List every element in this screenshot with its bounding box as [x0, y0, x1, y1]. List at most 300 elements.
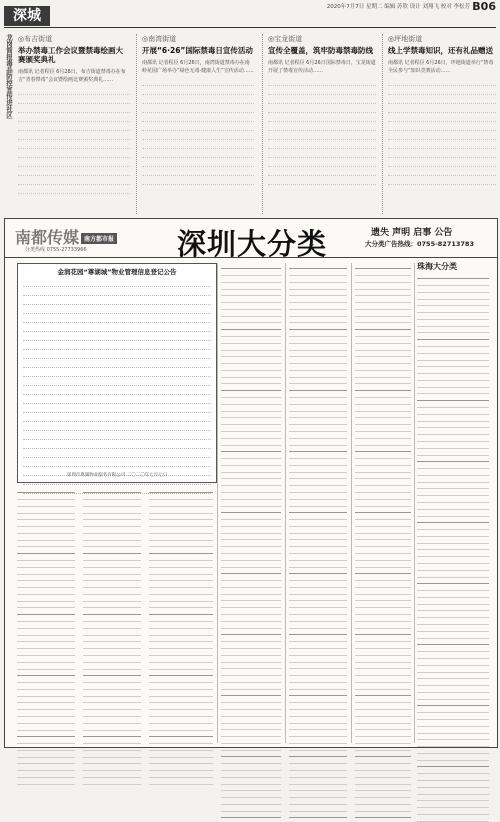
ad-text-line — [221, 806, 281, 812]
ad-text-line — [149, 596, 213, 602]
ad-text-line — [17, 697, 75, 703]
ad-text-line — [289, 521, 347, 527]
ad-text-line — [221, 304, 281, 310]
section-tag: 深城 — [4, 6, 50, 26]
ad-text-line — [417, 754, 489, 760]
ad-text-line — [417, 422, 489, 428]
ad-text-line — [289, 663, 347, 669]
ad-text-line — [355, 799, 411, 805]
ad-text-line — [83, 596, 141, 602]
ad-text-line — [417, 524, 489, 530]
ad-text-line — [417, 673, 489, 679]
ad-text-line — [417, 592, 489, 598]
ad-text-line — [289, 412, 347, 418]
ad-text-line — [289, 575, 347, 581]
ad-text-line — [221, 555, 281, 561]
ad-text-line — [355, 589, 411, 595]
ad-text-line — [417, 490, 489, 496]
ad-text-line — [417, 693, 489, 699]
ad-text-line — [289, 460, 347, 466]
logo-badge: 南方都市报 — [81, 233, 117, 244]
ad-text-line — [417, 470, 489, 476]
news-district: ◎坪地街道 — [388, 35, 423, 43]
ad-text-line — [417, 551, 489, 557]
ad-text-line — [149, 738, 213, 744]
ad-text-line — [17, 677, 75, 683]
ad-text-line — [221, 283, 281, 289]
ad-text-line — [355, 616, 411, 622]
ad-text-line — [149, 704, 213, 710]
ad-text-line — [417, 687, 489, 693]
ad-text-line — [289, 616, 347, 622]
ad-text-line — [17, 487, 75, 493]
ad-text-line — [221, 372, 281, 378]
ad-text-line — [17, 738, 75, 744]
ad-text-line — [149, 657, 213, 663]
ad-text-line — [355, 595, 411, 601]
ad-text-line — [221, 561, 281, 567]
ad-text-line — [83, 501, 141, 507]
ad-text-line — [355, 324, 411, 330]
ad-text-line — [355, 453, 411, 459]
news-item-buji — [18, 34, 130, 214]
ad-text-line — [355, 731, 411, 737]
ad-text-line — [417, 341, 489, 347]
ad-text-line — [17, 663, 75, 669]
ad-text-line — [17, 718, 75, 724]
ad-text-line — [83, 629, 141, 635]
ad-text-line — [289, 304, 347, 310]
ad-text-line — [417, 456, 489, 462]
ad-text-line — [221, 663, 281, 669]
column-rule — [217, 263, 218, 743]
ad-text-line — [83, 514, 141, 520]
ad-text-line — [149, 765, 213, 771]
ad-text-line — [221, 812, 281, 818]
ad-text-line — [355, 378, 411, 384]
side-banner: 龙岗简报毒品防控宣传进社区 — [5, 34, 13, 119]
ad-text-line — [289, 765, 347, 771]
ad-text-line — [17, 602, 75, 608]
ad-text-line — [355, 372, 411, 378]
ad-text-line — [17, 731, 75, 737]
ad-text-line — [289, 494, 347, 500]
ad-text-line — [17, 589, 75, 595]
ad-text-line — [221, 378, 281, 384]
ad-text-line — [417, 707, 489, 713]
ad-text-line — [289, 453, 347, 459]
ad-text-line — [221, 799, 281, 805]
ad-text-line — [221, 717, 281, 723]
ad-text-line — [149, 541, 213, 547]
ad-text-line — [289, 433, 347, 439]
ad-text-line — [149, 758, 213, 764]
ad-text-line — [289, 711, 347, 717]
ad-text-line — [221, 460, 281, 466]
ad-text-line — [289, 697, 347, 703]
ad-text-line — [289, 372, 347, 378]
ad-text-line — [289, 656, 347, 662]
ad-text-line — [355, 711, 411, 717]
ad-text-line — [17, 528, 75, 534]
ad-text-line — [289, 317, 347, 323]
ad-text-line — [289, 806, 347, 812]
ad-text-line — [289, 629, 347, 635]
ad-text-line — [221, 351, 281, 357]
ad-text-line — [83, 711, 141, 717]
zhuhai-classified-heading: 珠海大分类 — [417, 262, 457, 271]
ad-text-line — [83, 663, 141, 669]
ad-text-line — [417, 300, 489, 306]
ad-text-line — [355, 412, 411, 418]
ad-text-line — [221, 582, 281, 588]
ad-text-line — [355, 405, 411, 411]
ad-text-line — [289, 738, 347, 744]
ad-text-line — [17, 616, 75, 622]
ad-text-line — [289, 555, 347, 561]
ad-text-line — [417, 429, 489, 435]
ad-text-line — [417, 476, 489, 482]
ad-text-line — [355, 636, 411, 642]
ad-text-line — [289, 636, 347, 642]
ad-text-line — [289, 507, 347, 513]
ad-text-line — [289, 643, 347, 649]
ad-text-line — [355, 439, 411, 445]
news-item-baolong — [268, 34, 376, 214]
ad-text-line — [149, 650, 213, 656]
ad-text-line — [17, 541, 75, 547]
ad-text-line — [289, 480, 347, 486]
ad-text-line — [355, 487, 411, 493]
column-divider — [382, 34, 383, 214]
ad-column — [83, 487, 141, 743]
ad-text-line — [149, 589, 213, 595]
ad-text-line — [417, 734, 489, 740]
ad-text-line — [417, 415, 489, 421]
ad-text-line — [355, 609, 411, 615]
news-headline: 线上学禁毒知识，还有礼品赠送 — [388, 46, 493, 55]
ad-text-line — [149, 521, 213, 527]
ad-text-line — [17, 555, 75, 561]
ad-text-line — [289, 568, 347, 574]
ad-text-line — [355, 792, 411, 798]
ad-text-line — [221, 419, 281, 425]
ad-text-line — [221, 324, 281, 330]
ad-text-line — [417, 571, 489, 577]
ad-text-line — [289, 439, 347, 445]
ad-text-line — [355, 514, 411, 520]
ad-text-line — [221, 392, 281, 398]
ad-text-line — [417, 395, 489, 401]
ad-text-line — [221, 792, 281, 798]
ad-text-line — [289, 270, 347, 276]
ad-text-line — [417, 388, 489, 394]
ad-text-line — [149, 724, 213, 730]
ad-text-line — [355, 399, 411, 405]
ad-text-line — [417, 320, 489, 326]
ad-text-line — [221, 697, 281, 703]
ad-text-line — [17, 650, 75, 656]
ad-text-line — [17, 690, 75, 696]
ad-text-line — [221, 270, 281, 276]
ad-text-line — [417, 510, 489, 516]
ad-text-line — [417, 273, 489, 279]
ad-text-line — [221, 466, 281, 472]
ad-text-line — [221, 358, 281, 364]
ad-text-line — [17, 704, 75, 710]
ad-text-line — [355, 602, 411, 608]
ad-text-line — [417, 714, 489, 720]
ad-text-line — [289, 772, 347, 778]
ad-text-line — [355, 500, 411, 506]
ad-text-line — [149, 670, 213, 676]
ad-text-line — [83, 562, 141, 568]
ad-text-line — [149, 528, 213, 534]
ad-text-line — [149, 718, 213, 724]
ad-text-line — [17, 751, 75, 757]
ad-text-line — [355, 433, 411, 439]
ad-text-line — [83, 541, 141, 547]
ad-text-line — [221, 622, 281, 628]
ad-text-line — [417, 443, 489, 449]
ad-text-line — [149, 548, 213, 554]
ad-text-line — [289, 290, 347, 296]
ad-text-line — [417, 653, 489, 659]
ad-text-line — [355, 338, 411, 344]
ad-text-line — [289, 622, 347, 628]
ad-text-line — [17, 765, 75, 771]
ad-text-line — [289, 500, 347, 506]
ad-text-line — [17, 629, 75, 635]
ad-text-line — [221, 643, 281, 649]
ad-text-line — [289, 690, 347, 696]
ad-text-line — [417, 293, 489, 299]
ad-text-line — [417, 795, 489, 801]
ad-text-line — [417, 334, 489, 340]
ad-text-line — [221, 575, 281, 581]
ad-text-line — [355, 507, 411, 513]
issue-meta: 2020年7月7日 星期二 编辑 苏欣 设计 刘翔飞 校对 李松芳 — [326, 4, 470, 10]
ad-text-line — [221, 785, 281, 791]
ad-text-line — [17, 507, 75, 513]
ad-text-line — [83, 779, 141, 785]
news-district: ◎布吉街道 — [18, 35, 53, 43]
ad-text-line — [289, 683, 347, 689]
ad-text-line — [149, 779, 213, 785]
ad-text-line — [17, 521, 75, 527]
ad-text-line — [289, 277, 347, 283]
classified-title: 深圳大分类 — [177, 227, 328, 261]
ad-text-line — [149, 636, 213, 642]
ad-text-line — [355, 426, 411, 432]
ad-text-line — [221, 650, 281, 656]
ad-text-line — [221, 704, 281, 710]
ad-text-line — [417, 402, 489, 408]
news-body: 南都讯 记者程臣 6月26日，南湾街道禁毒办在南岭花园广场举办“绿色无毒·健康人生”宣传活动…… — [142, 60, 254, 74]
ad-text-line — [221, 683, 281, 689]
ad-text-line — [83, 718, 141, 724]
news-body-lines — [388, 77, 496, 185]
ad-text-line — [355, 683, 411, 689]
ad-text-line — [355, 263, 411, 269]
ad-text-line — [289, 812, 347, 818]
news-body: 南都讯 记者程臣 6月26日，坪地街道举行“禁毒全民参与”知识竞赛活动…… — [388, 60, 494, 74]
ad-text-line — [221, 405, 281, 411]
ad-text-line — [417, 354, 489, 360]
ad-text-line — [289, 338, 347, 344]
ad-text-line — [289, 399, 347, 405]
ad-text-line — [83, 684, 141, 690]
ad-text-line — [417, 802, 489, 808]
ad-text-line — [83, 731, 141, 737]
ad-text-line — [221, 439, 281, 445]
ad-text-line — [355, 677, 411, 683]
ad-text-line — [221, 365, 281, 371]
news-headline: 举办禁毒工作会议暨禁毒绘画大赛颁奖典礼 — [18, 46, 123, 64]
ad-text-line — [355, 582, 411, 588]
ad-text-line — [355, 690, 411, 696]
ad-text-line — [221, 629, 281, 635]
ad-text-line — [289, 582, 347, 588]
ad-text-line — [417, 449, 489, 455]
ad-text-line — [221, 487, 281, 493]
ad-text-line — [149, 514, 213, 520]
ad-text-line — [149, 616, 213, 622]
ad-text-line — [355, 473, 411, 479]
ad-text-line — [17, 724, 75, 730]
ad-text-line — [289, 561, 347, 567]
ad-text-line — [355, 419, 411, 425]
ad-text-line — [221, 595, 281, 601]
ad-text-line — [289, 419, 347, 425]
ad-text-line — [149, 534, 213, 540]
ad-text-line — [355, 548, 411, 554]
ad-text-line — [289, 589, 347, 595]
ad-text-line — [417, 307, 489, 313]
ad-text-line — [83, 623, 141, 629]
ad-text-line — [355, 568, 411, 574]
ad-text-line — [289, 534, 347, 540]
ad-text-line — [355, 656, 411, 662]
ad-text-line — [289, 344, 347, 350]
news-item-nanwan — [142, 34, 254, 214]
ad-text-line — [149, 602, 213, 608]
ad-text-line — [83, 704, 141, 710]
ad-text-line — [417, 809, 489, 815]
news-district: ◎南湾街道 — [142, 35, 177, 43]
ad-text-line — [221, 548, 281, 554]
ad-text-line — [417, 639, 489, 645]
ad-text-line — [417, 775, 489, 781]
ad-text-line — [221, 290, 281, 296]
ad-text-line — [149, 501, 213, 507]
page-number: B06 — [472, 0, 496, 13]
ad-text-line — [417, 504, 489, 510]
ad-text-line — [221, 534, 281, 540]
ad-text-line — [221, 724, 281, 730]
ad-text-line — [221, 385, 281, 391]
page-header — [0, 0, 500, 26]
ad-text-line — [221, 263, 281, 269]
ad-text-line — [149, 609, 213, 615]
ad-text-line — [289, 263, 347, 269]
ad-text-line — [17, 514, 75, 520]
ad-text-line — [149, 711, 213, 717]
ad-text-line — [221, 433, 281, 439]
ad-text-line — [289, 704, 347, 710]
ad-text-line — [289, 731, 347, 737]
ad-text-line — [83, 697, 141, 703]
ad-text-line — [355, 758, 411, 764]
ad-text-line — [221, 277, 281, 283]
ad-text-line — [417, 565, 489, 571]
ad-text-line — [221, 527, 281, 533]
ad-text-line — [355, 358, 411, 364]
ad-text-line — [289, 595, 347, 601]
ad-text-line — [221, 399, 281, 405]
ad-text-line — [355, 365, 411, 371]
ad-text-line — [149, 582, 213, 588]
ad-text-line — [417, 531, 489, 537]
ad-text-line — [355, 697, 411, 703]
ad-text-line — [83, 758, 141, 764]
ad-text-line — [355, 351, 411, 357]
ad-text-line — [417, 788, 489, 794]
ad-text-line — [355, 277, 411, 283]
ad-text-line — [149, 772, 213, 778]
ad-text-line — [221, 541, 281, 547]
ad-text-line — [355, 772, 411, 778]
ad-text-line — [417, 741, 489, 747]
ad-column — [149, 487, 213, 743]
ad-text-line — [355, 785, 411, 791]
ad-text-line — [355, 385, 411, 391]
ad-text-line — [355, 344, 411, 350]
ad-text-line — [83, 575, 141, 581]
ad-text-line — [221, 677, 281, 683]
ad-text-line — [417, 409, 489, 415]
ad-text-line — [83, 616, 141, 622]
ad-text-line — [221, 568, 281, 574]
ad-text-line — [417, 483, 489, 489]
ad-text-line — [221, 446, 281, 452]
ad-text-line — [221, 338, 281, 344]
ad-text-line — [17, 643, 75, 649]
ad-text-line — [289, 785, 347, 791]
ad-text-line — [221, 731, 281, 737]
ad-text-line — [289, 751, 347, 757]
ad-text-line — [83, 589, 141, 595]
ad-text-line — [149, 575, 213, 581]
ad-text-line — [149, 507, 213, 513]
ad-text-line — [417, 727, 489, 733]
ad-text-line — [17, 711, 75, 717]
ad-text-line — [417, 382, 489, 388]
ad-text-line — [417, 660, 489, 666]
ad-text-line — [221, 317, 281, 323]
ad-text-line — [149, 684, 213, 690]
ad-text-line — [221, 772, 281, 778]
news-body-lines — [268, 77, 376, 185]
media-logo — [15, 225, 117, 248]
ad-text-line — [221, 670, 281, 676]
ad-text-line — [83, 690, 141, 696]
ad-text-line — [355, 297, 411, 303]
ad-column — [17, 487, 75, 743]
ad-text-line — [417, 646, 489, 652]
ad-text-line — [149, 562, 213, 568]
ad-text-line — [289, 724, 347, 730]
